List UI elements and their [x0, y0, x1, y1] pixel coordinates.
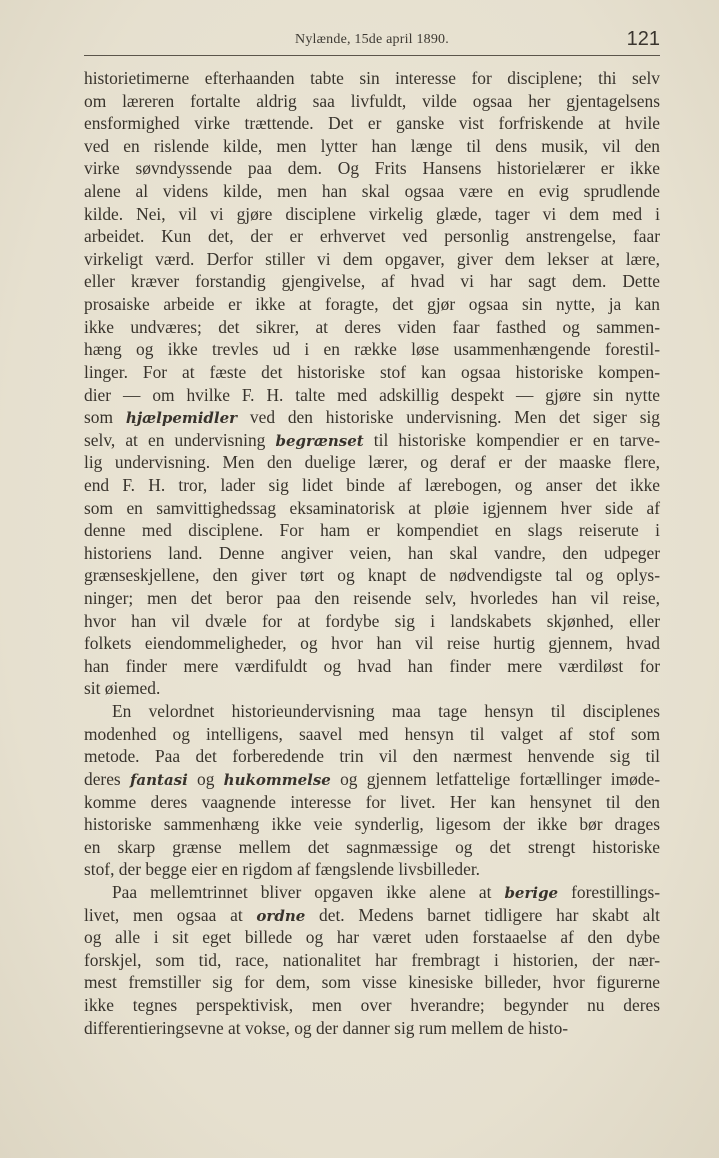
text-line: [84, 90, 660, 113]
text-run: alene al videns kilde, men han skal ogsaa være en evig sprudlende: [84, 181, 660, 202]
text-run: og: [187, 768, 224, 789]
text-line: [84, 677, 660, 700]
text-run: forestillings-: [558, 881, 660, 902]
header-rule: [84, 55, 660, 56]
text-line: [84, 881, 660, 904]
text-run: selv, at en undervisning: [84, 429, 276, 450]
text-run: til historiske kompendier er en tarve-: [363, 429, 660, 450]
text-run: som: [84, 407, 126, 428]
text-line: [84, 813, 660, 836]
text-run: ikke tegnes perspektivisk, men over hverandre; begynder nu deres: [84, 994, 660, 1015]
text-run: ikke undværes; det sikrer, at deres viden faar fasthed og sammen-: [84, 316, 660, 337]
text-run: livet, men ogsaa at: [84, 904, 257, 925]
text-line: [84, 429, 660, 452]
text-line: [84, 587, 660, 610]
page-header: [84, 30, 660, 54]
text-run: ved den historiske undervisning. Men det siger sig: [237, 407, 660, 428]
text-run: ninger; men det beror paa den reisende selv, hvorledes han vil reise,: [84, 588, 660, 609]
text-line: [84, 157, 660, 180]
text-line: [84, 700, 660, 723]
text-line: [84, 1017, 660, 1040]
text-line: [84, 971, 660, 994]
text-run: virke søvndyssende paa dem. Og Frits Hansens historielærer er ikke: [84, 158, 660, 179]
text-line: [84, 610, 660, 633]
text-line: [84, 67, 660, 90]
body-text: [84, 67, 660, 1039]
emphasized-text: hukommelse: [223, 770, 331, 789]
text-line: [84, 542, 660, 565]
text-run: grænseskjellene, den giver tørt og knapt de nødvendigste tal og oplys-: [84, 565, 660, 586]
text-run: kilde. Nei, vil vi gjøre disciplene virkelig glæde, tager vi dem med i: [84, 203, 660, 224]
text-line: [84, 632, 660, 655]
text-line: [84, 180, 660, 203]
text-run: differentieringsevne at vokse, og der danner sig rum mellem de histo-: [84, 1017, 569, 1038]
text-run: historietimerne efterhaanden tabte sin interesse for disciplene; thi selv: [84, 68, 660, 88]
text-line: [84, 858, 660, 881]
text-run: linger. For at fæste det historiske stof kan ogsaa historiske kompen-: [84, 361, 660, 382]
text-line: [84, 248, 660, 271]
text-line: [84, 112, 660, 135]
text-line: [84, 316, 660, 339]
text-line: [84, 293, 660, 316]
text-line: [84, 994, 660, 1017]
emphasized-text: fantasi: [129, 770, 188, 789]
text-run: metode. Paa det forberedende trin vil den nærmest henvende sig til: [84, 746, 660, 767]
text-run: ensformighed virke trættende. Det er ganske vist forfriskende at hvile: [84, 113, 660, 134]
text-run: En velordnet historieundervisning maa tage hensyn til disciplenes: [112, 701, 660, 722]
text-line: [84, 270, 660, 293]
paragraph: [84, 881, 660, 1039]
text-line: [84, 904, 660, 927]
text-line: [84, 361, 660, 384]
text-line: [84, 384, 660, 407]
text-run: forskjel, som tid, race, nationalitet har frembragt i historien, der nær-: [84, 949, 660, 970]
page-number: 121: [626, 28, 660, 50]
text-line: [84, 203, 660, 226]
text-run: og gjennem letfattelige fortællinger imøde-: [330, 768, 661, 789]
text-run: det. Medens barnet tidligere har skabt alt: [305, 904, 660, 925]
text-line: [84, 474, 660, 497]
text-line: [84, 338, 660, 361]
text-line: [84, 926, 660, 949]
text-run: prosaiske arbeide er ikke at foragte, det gjør ogsaa sin nytte, ja kan: [84, 294, 660, 315]
text-run: folkets eiendommeligheder, og hvor han vil reise hurtig gjennem, hvad: [84, 633, 660, 654]
text-run: Paa mellemtrinnet bliver opgaven ikke alene at: [112, 881, 505, 902]
running-title: Nylænde, 15de april 1890.: [295, 32, 449, 47]
text-run: arbeidet. Kun det, der er erhvervet ved personlig anstrengelse, faar: [84, 226, 660, 247]
text-line: [84, 564, 660, 587]
text-line: [84, 225, 660, 248]
text-line: [84, 723, 660, 746]
text-run: virkeligt værd. Derfor stiller vi dem opgaver, giver dem lekser at lære,: [84, 248, 660, 269]
text-run: hæng og ikke trevles ud i en række løse usammenhængende forestil-: [84, 339, 660, 360]
text-run: som en samvittighedssag eksaminatorisk at pløie igjennem hver side af: [84, 497, 660, 518]
emphasized-text: hjælpemidler: [125, 409, 238, 428]
emphasized-text: berige: [504, 883, 559, 902]
paragraph: [84, 67, 660, 700]
text-run: stof, der begge eier en rigdom af fængslende livsbilleder.: [84, 859, 481, 880]
text-line: [84, 406, 660, 429]
text-line: [84, 791, 660, 814]
text-run: deres: [84, 768, 130, 789]
text-run: end F. H. tror, lader sig lidet binde af lærebogen, og anser det ikke: [84, 474, 660, 495]
text-run: mest fremstiller sig for dem, som visse kinesiske billeder, hvor figurerne: [84, 972, 660, 993]
text-run: dier — om hvilke F. H. talte med adskillig despekt — gjøre sin nytte: [84, 384, 660, 405]
text-run: sit øiemed.: [84, 678, 161, 699]
text-line: [84, 768, 660, 791]
text-line: [84, 949, 660, 972]
text-line: [84, 451, 660, 474]
text-run: og alle i sit eget billede og har været uden forstaaelse af den dybe: [84, 927, 660, 948]
text-run: ved en rislende kilde, men lytter han længe til dens musik, vil den: [84, 135, 660, 156]
text-line: [84, 745, 660, 768]
text-run: historiske sammenhæng ikke veie synderlig, ligesom der ikke bør drages: [84, 814, 660, 835]
text-line: [84, 655, 660, 678]
text-line: [84, 135, 660, 158]
paragraph: [84, 700, 660, 881]
text-run: denne med disciplene. For ham er kompendiet en slags reiserute i: [84, 520, 660, 541]
text-run: lig undervisning. Men den duelige lærer, og deraf er der maaske flere,: [84, 452, 660, 473]
text-run: hvor han vil dvæle for at fordybe sig i landskabets skjønhed, eller: [84, 610, 660, 631]
emphasized-text: begrænset: [275, 431, 364, 450]
emphasized-text: ordne: [256, 906, 306, 925]
text-line: [84, 497, 660, 520]
text-run: eller kræver forstandig gjengivelse, af hvad vi har sagt dem. Dette: [84, 271, 660, 292]
text-run: en skarp grænse mellem det sagnmæssige og det strengt historiske: [84, 836, 660, 857]
text-run: historiens land. Denne angiver veien, han skal vandre, den udpeger: [84, 542, 660, 563]
text-line: [84, 519, 660, 542]
text-run: modenhed og intelligens, saavel med hensyn til valget af stof som: [84, 723, 660, 744]
text-run: komme deres vaagnende interesse for livet. Her kan hensynet til den: [84, 791, 660, 812]
text-run: han finder mere værdifuldt og hvad han finder mere værdiløst for: [84, 655, 660, 676]
text-run: om læreren fortalte aldrig saa livfuldt, vilde ogsaa her gjentagelsens: [84, 90, 660, 111]
text-line: [84, 836, 660, 859]
